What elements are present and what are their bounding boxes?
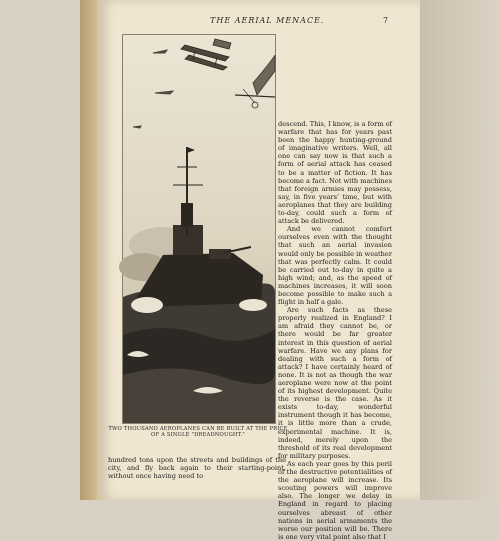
bottom-text [100, 456, 420, 500]
running-head: THE AERIAL MENACE. [210, 16, 325, 25]
paragraph: And we cannot comfort ourselves even with the thought that such an aerial invasion would only be possible in weather that was perfectly calm. It could be carried out to-day in quite a high wind; and, as the speed of machines increases, it will soon become possible to make such a flight in half a gale. [278, 225, 392, 307]
paragraph: Are such facts as these properly realized in England? I am afraid they cannot be, or there would be far greater interest in this question of aerial warfare. Have we any plans for dealing with such a form of attack? I have certainly heard of none. It is not as though the war aeroplane were now at the point of its highest development. Quite the reverse is the case. As it exists to-day, wonderful instrument though it has become, it is little more than a crude, experimental machine. It is, indeed, merely upon the threshold of its real development for military purposes. [278, 306, 392, 460]
illustration-frame [122, 34, 276, 424]
paragraph: descend. This, I know, is a form of warfare that has for years past been the happy hunting-ground of imaginative writers. Well, all one can say now is that such a form of aerial attack has ceased to be a matter of fiction. It has become a fact. Not with machines that foreign armies may possess, say, in five years' time, but with aeroplanes that they are building to-day, could such a form of attack be delivered. [278, 120, 392, 226]
battleship-aeroplane-illustration [123, 35, 275, 423]
bottom-left-text: hundred tons upon the streets and buildings of the city, and fly back again to their starting-point, without once having need to [108, 456, 286, 481]
right-column-text [278, 120, 392, 541]
paragraph: As each year goes by this peril of the destructive potentialities of the aeroplane will increase. Its scouting powers will improve also. The longer we delay in England in regard to placing ourselves abreast of other nations in aerial armaments the worse our position will be. There is one very vital point also that I [278, 459, 392, 541]
illustration-caption: TWO THOUSAND AEROPLANES CAN BE BUILT AT THE PRICE OF A SINGLE "DREADNOUGHT." [108, 426, 288, 439]
page-number: 7 [383, 16, 390, 25]
book-page [100, 0, 420, 541]
page-header [100, 16, 420, 30]
page-edge-shadow [420, 0, 500, 500]
